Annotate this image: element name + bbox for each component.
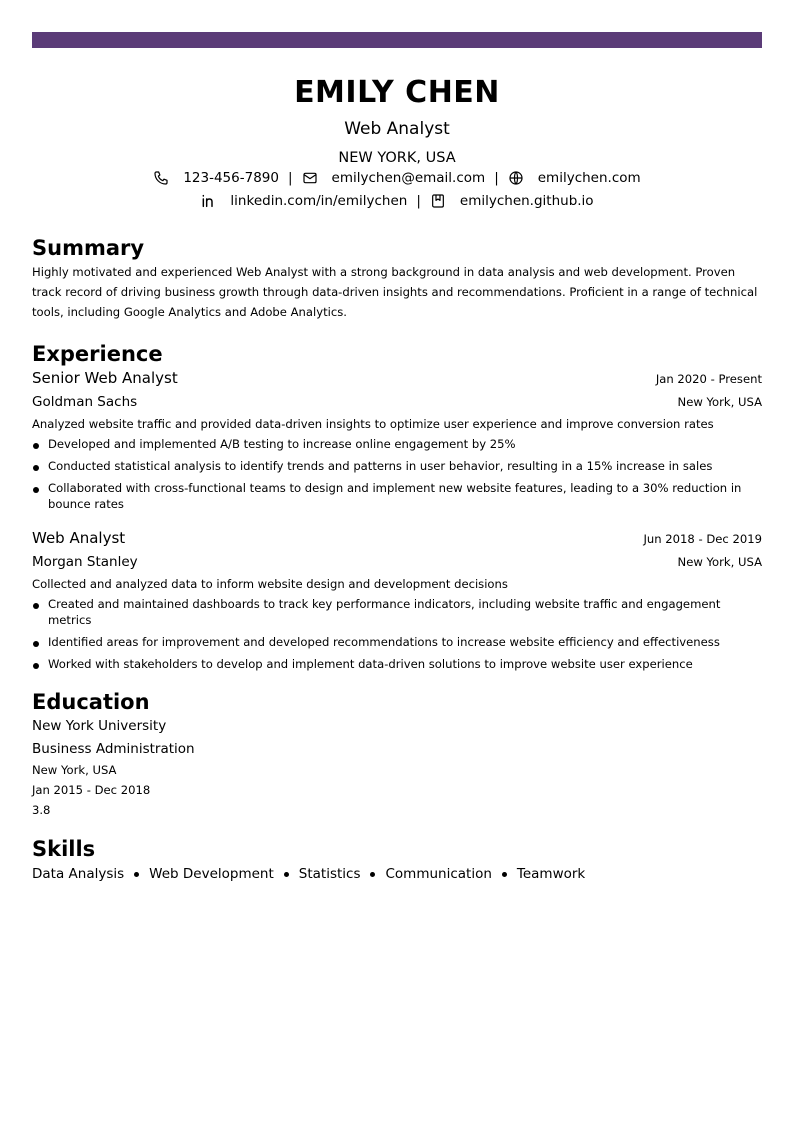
bullet-dot-icon [33, 465, 39, 471]
skill-separator-dot-icon [134, 872, 139, 877]
contact-separator: | [287, 170, 293, 186]
education-heading: Education [32, 690, 150, 714]
bullet-dot-icon [33, 641, 39, 647]
job-title: Senior Web Analyst [32, 369, 178, 387]
summary-heading: Summary [32, 236, 145, 260]
bullet-item [32, 596, 762, 628]
mail-icon [302, 170, 332, 186]
skill-item: Web Development [149, 866, 274, 882]
contact-email[interactable] [302, 169, 486, 187]
job-entry [32, 368, 762, 512]
bullet-text: Created and maintained dashboards to track key performance indicators, including website traffic and engagement metrics [48, 597, 721, 627]
job-company: Morgan Stanley [32, 554, 138, 570]
globe-icon [508, 170, 538, 186]
education-school: New York University [32, 718, 167, 734]
summary-text: Highly motivated and experienced Web Analyst with a strong background in data analysis and web development. Proven track record of driving business growth through data-driven insights and recommendations. Proficient in a range of technical tools, including Google Analytics and Adobe Analytics. [32, 265, 758, 319]
skill-item: Teamwork [516, 866, 586, 882]
bullet-text: Collaborated with cross-functional teams to design and implement new website features, leading to a 30% reduction in bounce rates [48, 481, 742, 511]
candidate-name: EMILY CHEN [294, 75, 500, 110]
skill-separator-dot-icon [370, 872, 375, 877]
skills-list [32, 865, 762, 883]
website-text: emilychen.com [537, 170, 641, 186]
phone-text: 123-456-7890 [183, 170, 279, 186]
phone-icon [153, 170, 183, 186]
bullet-dot-icon [33, 487, 39, 493]
bullet-item [32, 656, 762, 672]
contact-row-2 [32, 192, 762, 210]
skill-separator-dot-icon [284, 872, 289, 877]
bullet-item [32, 480, 762, 512]
email-text: emilychen@email.com [331, 170, 486, 186]
bullet-text: Identified areas for improvement and developed recommendations to increase website efficiency and effectiveness [48, 635, 720, 649]
job-title: Web Analyst [32, 529, 126, 547]
job-location: New York, USA [677, 555, 762, 569]
job-description: Analyzed website traffic and provided data-driven insights to optimize user experience and improve conversion rates [32, 417, 714, 431]
contact-separator: | [416, 193, 421, 209]
job-dates: Jun 2018 - Dec 2019 [643, 532, 762, 546]
job-location: New York, USA [677, 395, 762, 409]
contact-linkedin[interactable] [200, 192, 407, 210]
bullet-item [32, 634, 762, 650]
job-entry [32, 528, 762, 672]
education-gpa: 3.8 [32, 803, 51, 817]
linkedin-text: linkedin.com/in/emilychen [230, 193, 408, 209]
contact-row-1 [32, 169, 762, 187]
experience-heading: Experience [32, 342, 163, 366]
contact-phone[interactable] [153, 169, 279, 187]
contact-separator: | [494, 170, 499, 186]
job-company: Goldman Sachs [32, 394, 138, 410]
bullet-text: Developed and implemented A/B testing to increase online engagement by 25% [48, 437, 516, 451]
skill-separator-dot-icon [502, 872, 507, 877]
bullet-dot-icon [33, 443, 39, 449]
candidate-title: Web Analyst [344, 119, 450, 139]
job-dates: Jan 2020 - Present [655, 372, 762, 386]
bullet-dot-icon [33, 603, 39, 609]
skill-item: Communication [385, 866, 492, 882]
resume-page [32, 76, 762, 883]
bookmark-icon [430, 193, 460, 209]
job-bullets [32, 596, 762, 672]
education-location: New York, USA [32, 763, 117, 777]
candidate-location: NEW YORK, USA [338, 150, 456, 166]
contact-portfolio[interactable] [430, 192, 594, 210]
bullet-text: Conducted statistical analysis to identify trends and patterns in user behavior, resulting in a 15% increase in sales [48, 459, 713, 473]
education-dates: Jan 2015 - Dec 2018 [32, 783, 151, 797]
contact-website[interactable] [508, 169, 641, 187]
skills-heading: Skills [32, 837, 96, 861]
skill-item: Data Analysis [32, 866, 125, 882]
bullet-item [32, 458, 762, 474]
linkedin-icon [200, 193, 230, 209]
bullet-dot-icon [33, 663, 39, 669]
job-description: Collected and analyzed data to inform website design and development decisions [32, 577, 508, 591]
bullet-text: Worked with stakeholders to develop and implement data-driven solutions to improve website user experience [48, 657, 693, 671]
education-degree: Business Administration [32, 741, 195, 757]
accent-bar [32, 32, 762, 48]
portfolio-text: emilychen.github.io [459, 193, 594, 209]
skill-item: Statistics [298, 866, 361, 882]
bullet-item [32, 436, 762, 452]
job-bullets [32, 436, 762, 512]
